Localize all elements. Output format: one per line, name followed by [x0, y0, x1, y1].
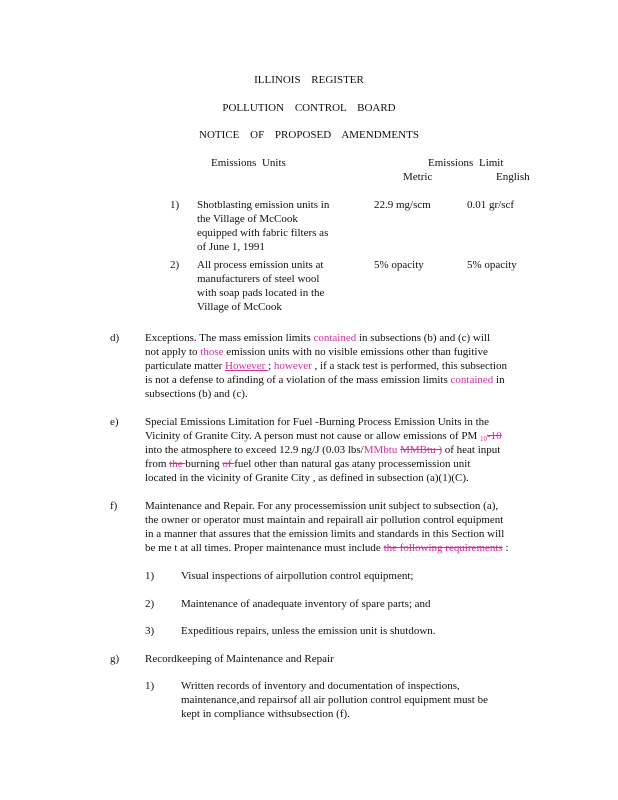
list-number: 2): [145, 598, 155, 610]
section-label-e: e): [110, 416, 119, 428]
row-text-line: All process emission units at: [197, 259, 324, 271]
text-run: Vicinity of Granite City. A person must not cause or allow emissions of PM: [145, 430, 481, 442]
paragraph-line: the owner or operator must maintain and repairall air pollution control equipment: [145, 514, 504, 526]
paragraph-line: [145, 444, 500, 458]
paragraph-line: [145, 360, 507, 374]
list-text: kept in compliance withsubsection (f).: [181, 708, 350, 720]
col-heading-metric: Metric: [403, 171, 433, 183]
board-title: POLLUTION CONTROL BOARD: [222, 102, 396, 114]
notice-title: NOTICE OF PROPOSED AMENDMENTS: [199, 129, 419, 141]
text-run: emission units with no visible emissions other than fugitive: [223, 346, 488, 358]
text-run: fuel other than natural gas atany processemission unit: [234, 458, 471, 470]
paragraph-line: located in the vicinity of Granite City , as defined in subsection (a)(1)(C).: [145, 472, 469, 484]
text-run: Exceptions. The mass emission limits: [145, 332, 314, 344]
col-heading-units: Emissions Units: [211, 157, 286, 169]
section-label-f: f): [110, 500, 118, 512]
row-number: 1): [170, 199, 180, 211]
inserted-text: contained: [450, 374, 494, 386]
row-text-line: Shotblasting emission units in: [197, 199, 330, 211]
text-run: :: [502, 542, 509, 554]
text-run: particulate matter: [145, 360, 226, 372]
list-text: Visual inspections of airpollution control equipment;: [181, 570, 414, 582]
section-g-title: Recordkeeping of Maintenance and Repair: [145, 653, 334, 665]
deleted-text: the following requirements: [383, 542, 503, 554]
inserted-subscript: 10: [480, 435, 488, 443]
row-number: 2): [170, 259, 180, 271]
list-text: Expeditious repairs, unless the emission unit is shutdown.: [181, 625, 436, 637]
text-run: burning: [185, 458, 223, 470]
inserted-text: however: [273, 360, 312, 372]
deleted-text: MMBtu ): [400, 444, 442, 456]
deleted-text: the: [169, 458, 186, 470]
paragraph-line: in a manner that assures that the emission limits and standards in this Section will: [145, 528, 505, 540]
col-heading-limit: Emissions Limit: [428, 157, 504, 169]
metric-value: 5% opacity: [374, 259, 424, 271]
row-text-line: manufacturers of steel wool: [197, 273, 320, 285]
text-run: , if a stack test is performed, this subsection: [311, 360, 507, 372]
paragraph-line: subsections (b) and (c).: [145, 388, 248, 400]
text-run: be me t at all times. Proper maintenance must include: [145, 542, 384, 554]
text-run: not apply to: [145, 346, 201, 358]
list-number: 3): [145, 625, 155, 637]
inserted-text: However: [225, 360, 269, 372]
text-run: from: [145, 458, 170, 470]
row-text-line: Village of McCook: [197, 301, 282, 313]
inserted-text: contained: [313, 332, 357, 344]
row-text-line: with soap pads located in the: [197, 287, 325, 299]
list-number: 1): [145, 680, 155, 692]
text-run: is not a defense to afinding of a violation of the mass emission limits: [145, 374, 451, 386]
inserted-text: MMbtu: [363, 444, 398, 456]
english-value: 5% opacity: [467, 259, 517, 271]
text-run: into the atmosphere to exceed 12.9 ng/J (0.03 lbs/: [145, 444, 364, 456]
list-text: Maintenance of anadequate inventory of spare parts; and: [181, 598, 431, 610]
paragraph-line: Special Emissions Limitation for Fuel -Burning Process Emission Units in the: [145, 416, 490, 428]
paragraph-line: [145, 332, 490, 346]
paragraph-line: Maintenance and Repair. For any processemission unit subject to subsection (a),: [145, 500, 499, 512]
text-run: in: [493, 374, 505, 386]
row-text-line: the Village of McCook: [197, 213, 298, 225]
text-run: ;: [268, 360, 274, 372]
paragraph-line: [145, 458, 470, 472]
row-text-line: of June 1, 1991: [197, 241, 265, 253]
col-heading-english: English: [496, 171, 530, 183]
text-run: in subsections (b) and (c) will: [356, 332, 491, 344]
section-label-g: g): [110, 653, 120, 665]
inserted-text: those: [200, 346, 224, 358]
deleted-text: -10: [487, 430, 502, 442]
list-text: maintenance,and repairsof all air pollution control equipment must be: [181, 694, 488, 706]
paragraph-line: [145, 374, 505, 388]
section-label-d: d): [110, 332, 120, 344]
deleted-text: of: [222, 458, 235, 470]
paragraph-line: [145, 542, 509, 556]
register-title: ILLINOIS REGISTER: [254, 74, 364, 86]
paragraph-line: [145, 346, 488, 360]
english-value: 0.01 gr/scf: [467, 199, 515, 211]
list-number: 1): [145, 570, 155, 582]
list-text: Written records of inventory and documentation of inspections,: [181, 680, 460, 692]
text-run: of heat input: [441, 444, 501, 456]
metric-value: 22.9 mg/scm: [374, 199, 431, 211]
row-text-line: equipped with fabric filters as: [197, 227, 329, 239]
